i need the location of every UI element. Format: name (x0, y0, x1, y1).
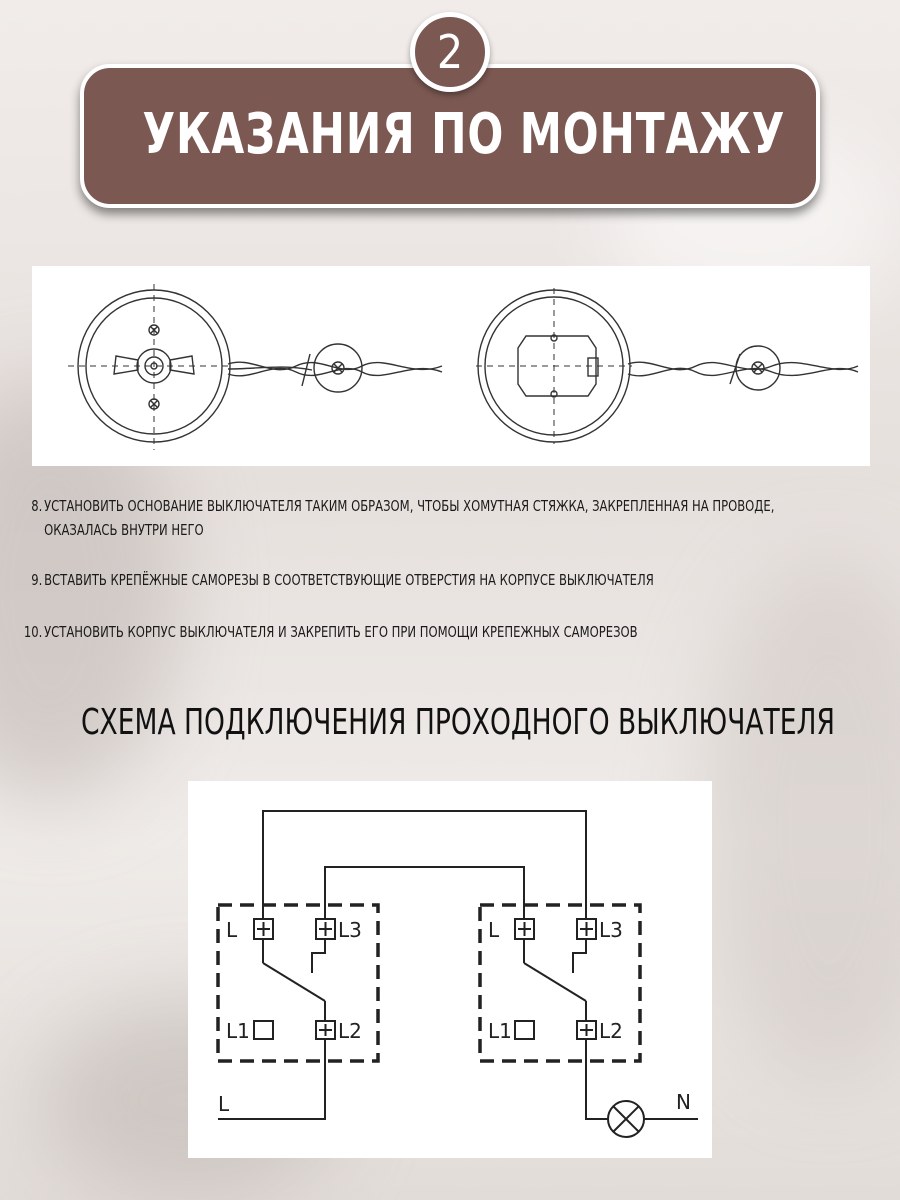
instruction-step-9 (20, 568, 846, 592)
terminal-block-empty (515, 1021, 534, 1039)
terminal-block (254, 919, 273, 939)
right-terminal-l2-label: L2 (599, 1019, 623, 1043)
lamp-feed-wire (586, 1039, 608, 1119)
twisted-cable (628, 346, 858, 390)
installation-illustration (32, 266, 870, 466)
terminal-block (577, 919, 596, 939)
lamp-symbol (608, 1101, 644, 1137)
step-text: УСТАНОВИТЬ КОРПУС ВЫКЛЮЧАТЕЛЯ И ЗАКРЕПИТЬ ЕГО ПРИ ПОМОЩИ КРЕПЕЖНЫХ САМОРЕЗОВ (44, 623, 638, 641)
terminal-block (577, 1021, 596, 1039)
input-line-label: L (218, 1092, 230, 1116)
traveller-wire-inner (325, 867, 524, 919)
left-terminal-l-label: L (226, 918, 238, 942)
left-terminal-l3-label: L3 (338, 918, 362, 942)
right-terminal-l-label: L (488, 918, 500, 942)
left-switch-contact (263, 963, 325, 1001)
wiring-schematic (188, 781, 712, 1158)
installation-illustration-panel (32, 266, 870, 466)
neutral-label: N (676, 1090, 691, 1114)
wiring-schematic-panel (188, 781, 712, 1158)
terminal-block-empty (254, 1021, 273, 1039)
traveller-wire-outer (263, 811, 586, 919)
left-terminal-l2-label: L2 (338, 1019, 362, 1043)
instruction-step-8 (20, 494, 846, 542)
page-title: УКАЗАНИЯ ПО МОНТАЖУ (142, 102, 786, 167)
right-terminal-l3-label: L3 (599, 918, 623, 942)
schematic-title: СХЕМА ПОДКЛЮЧЕНИЯ ПРОХОДНОГО ВЫКЛЮЧАТЕЛЯ (81, 702, 835, 743)
terminal-block (316, 1021, 335, 1039)
step-number-badge: 2 (410, 12, 490, 92)
terminal-block (515, 919, 534, 939)
step-number: 9. (31, 571, 43, 589)
switch-assembled-illustration (68, 284, 232, 450)
input-line-wire (218, 1039, 325, 1119)
step-number: 10. (23, 623, 43, 641)
switch-base-illustration (476, 288, 632, 444)
step-text: ВСТАВИТЬ КРЕПЁЖНЫЕ САМОРЕЗЫ В СООТВЕТСТВУЮЩИЕ ОТВЕРСТИЯ НА КОРПУСЕ ВЫКЛЮЧАТЕЛЯ (44, 571, 654, 589)
terminal-block (316, 919, 335, 939)
step-text: УСТАНОВИТЬ ОСНОВАНИЕ ВЫКЛЮЧАТЕЛЯ ТАКИМ ОБРАЗОМ, ЧТОБЫ ХОМУТНАЯ СТЯЖКА, ЗАКРЕПЛЕННАЯ НА ПРОВОДЕ, (44, 497, 775, 515)
step-text-continued: ОКАЗАЛАСЬ ВНУТРИ НЕГО (44, 521, 204, 539)
left-terminal-l1-label: L1 (226, 1019, 250, 1043)
twisted-cable (228, 344, 442, 392)
right-switch-contact (524, 963, 586, 1001)
step-number: 8. (31, 497, 43, 515)
instruction-step-10 (20, 620, 846, 644)
right-terminal-l1-label: L1 (488, 1019, 512, 1043)
